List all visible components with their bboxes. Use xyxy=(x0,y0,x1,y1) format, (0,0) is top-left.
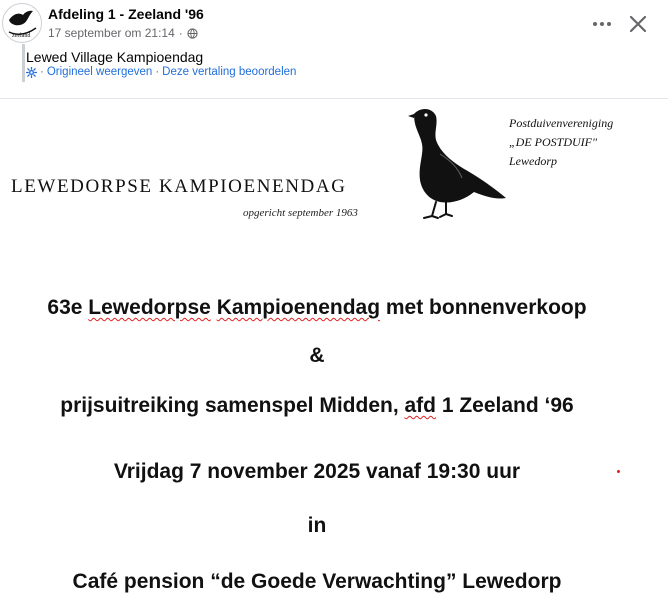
event-line-1-suffix: met bonnenverkoop xyxy=(380,296,587,319)
show-original-link[interactable]: Origineel weergeven xyxy=(46,66,153,78)
association-text xyxy=(509,114,613,171)
svg-text:zeeland: zeeland xyxy=(12,33,31,39)
translation-sep-1: · xyxy=(40,66,44,78)
red-dot-mark xyxy=(617,470,620,473)
event-venue: Café pension “de Goede Verwachting” Lewedorp xyxy=(72,570,562,593)
event-line-2-word: afd xyxy=(404,394,436,417)
founded-text: opgericht september 1963 xyxy=(243,207,358,219)
more-icon xyxy=(592,21,612,27)
association-line-3: Lewedorp xyxy=(509,154,557,168)
association-line-2: „DE POSTDUIF" xyxy=(509,135,598,149)
event-line-1-word2: Kampioenendag xyxy=(216,296,381,319)
club-title: LEWEDORPSE KAMPIOENENDAG xyxy=(11,176,347,197)
post-timestamp xyxy=(48,26,198,40)
event-in: in xyxy=(307,514,327,537)
pigeon-icon xyxy=(400,104,510,224)
close-button[interactable] xyxy=(624,10,652,38)
event-date: Vrijdag 7 november 2025 vanaf 19:30 uur xyxy=(113,460,521,483)
translation-sep-2: · xyxy=(155,66,160,78)
event-line-2 xyxy=(0,394,634,418)
rate-translation-link[interactable]: Deze vertaling beoordelen xyxy=(162,66,297,78)
translation-row xyxy=(26,66,296,78)
event-line-1 xyxy=(0,296,634,320)
post-text: Lewed Village Kampioendag xyxy=(26,49,204,65)
event-line-1-prefix: 63e xyxy=(47,296,89,319)
page-name[interactable]: Afdeling 1 - Zeeland '96 xyxy=(48,6,204,22)
ampersand: & xyxy=(309,344,325,367)
event-line-2-prefix: prijsuitreiking samenspel Midden, xyxy=(60,394,405,417)
bird-logo-icon xyxy=(3,4,41,42)
event-line-2-suffix: 1 Zeeland ‘96 xyxy=(436,394,574,417)
globe-icon xyxy=(187,28,198,39)
close-icon xyxy=(629,15,647,33)
timestamp-text[interactable]: 17 september om 21:14 xyxy=(48,26,175,40)
separator-dot: · xyxy=(178,26,183,40)
event-line-1-word1: Lewedorpse xyxy=(88,296,211,319)
avatar[interactable] xyxy=(2,3,42,43)
association-line-1: Postduivenvereniging xyxy=(509,116,614,130)
gear-icon xyxy=(26,67,37,78)
more-options-button[interactable] xyxy=(590,12,614,36)
